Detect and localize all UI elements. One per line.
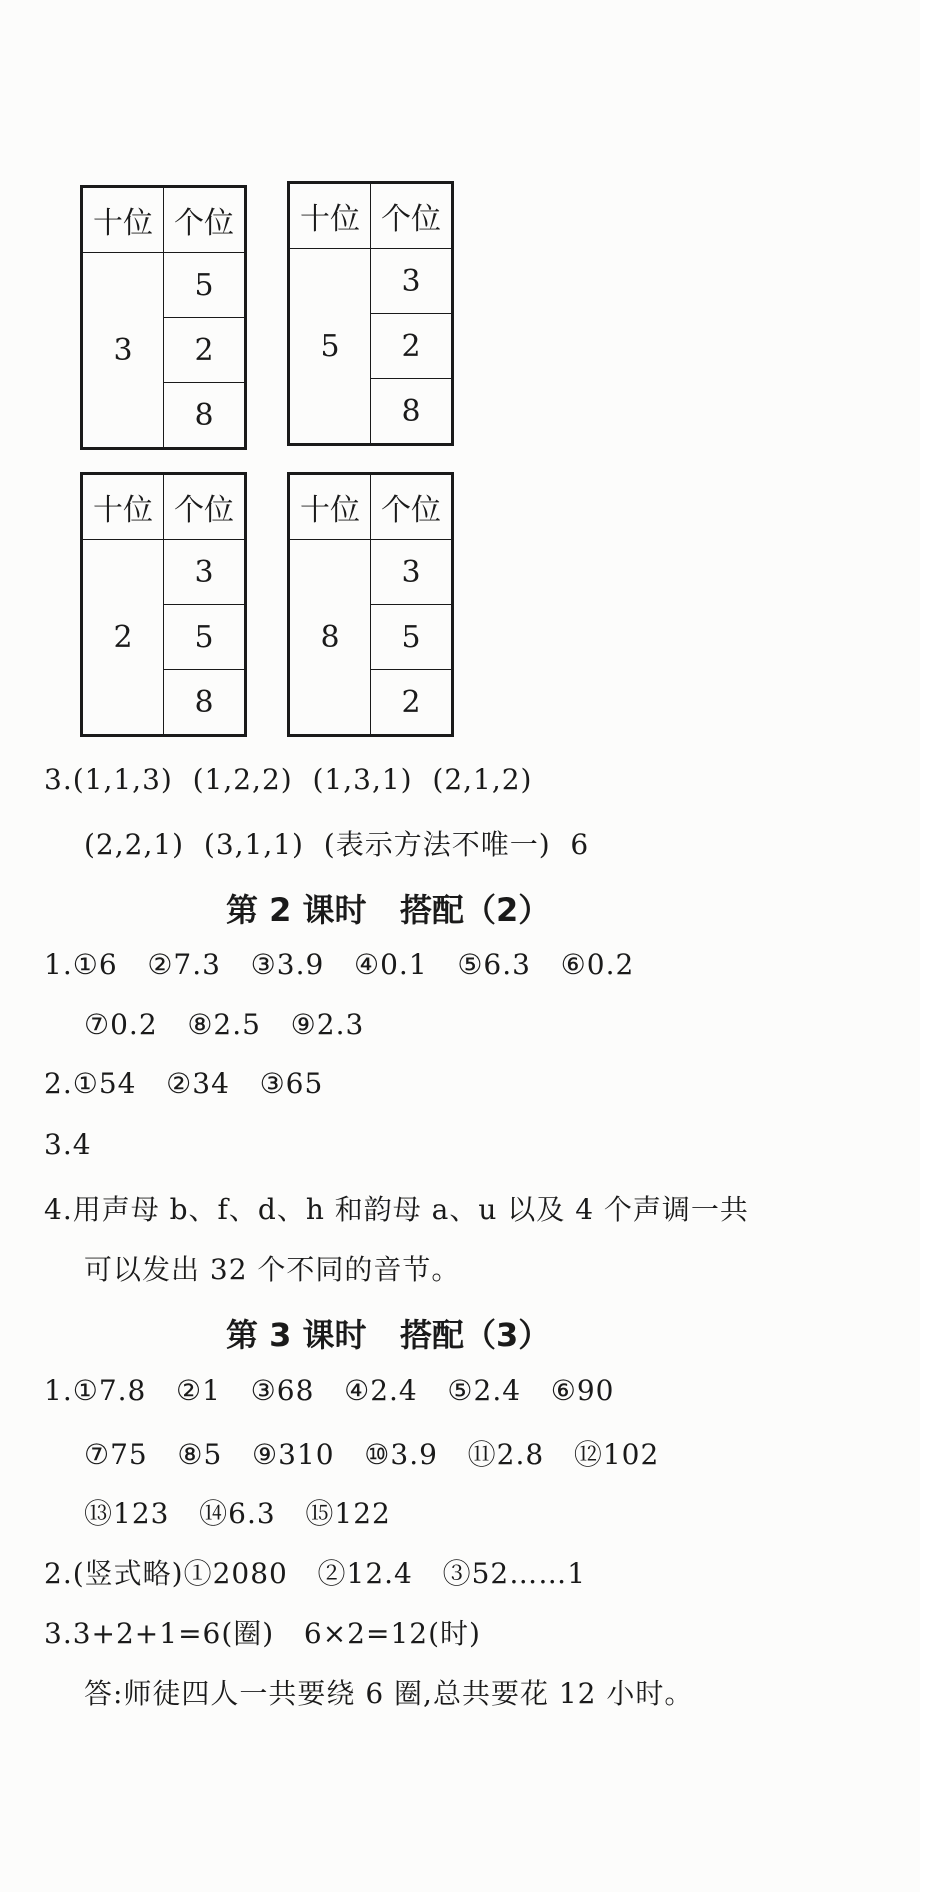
place-value-table-3 xyxy=(80,472,247,737)
tens-digit: 5 xyxy=(289,249,371,445)
ones-digit: 2 xyxy=(371,670,453,736)
tens-digit: 3 xyxy=(82,253,164,449)
answer-3-line-2: (2,2,1) (3,1,1) (表示方法不唯一) 6 xyxy=(84,828,590,861)
header-ones: 个位 xyxy=(164,187,246,253)
ones-digit: 3 xyxy=(371,540,453,605)
header-ones: 个位 xyxy=(371,183,453,249)
lesson-2-heading: 第 2 课时 搭配（2） xyxy=(226,891,551,929)
header-tens: 十位 xyxy=(289,474,371,540)
header-tens: 十位 xyxy=(82,474,164,540)
lesson-2-answer-3: 3.4 xyxy=(44,1128,92,1161)
tens-digit: 8 xyxy=(289,540,371,736)
ones-digit: 8 xyxy=(371,379,453,445)
lesson-3-answer-2: 2.(竖式略)①2080 ②12.4 ③52……1 xyxy=(44,1557,587,1590)
ones-digit: 3 xyxy=(371,249,453,314)
header-ones: 个位 xyxy=(371,474,453,540)
tens-digit: 2 xyxy=(82,540,164,736)
ones-digit: 2 xyxy=(371,314,453,379)
ones-digit: 5 xyxy=(164,605,246,670)
ones-digit: 2 xyxy=(164,318,246,383)
header-tens: 十位 xyxy=(289,183,371,249)
place-value-table-1 xyxy=(80,185,247,450)
place-value-table-2 xyxy=(287,181,454,446)
ones-digit: 8 xyxy=(164,670,246,736)
header-tens: 十位 xyxy=(82,187,164,253)
ones-digit: 8 xyxy=(164,383,246,449)
lesson-2-answer-1-line-2: ⑦0.2 ⑧2.5 ⑨2.3 xyxy=(84,1008,365,1041)
header-ones: 个位 xyxy=(164,474,246,540)
ones-digit: 5 xyxy=(371,605,453,670)
lesson-3-heading: 第 3 课时 搭配（3） xyxy=(226,1316,551,1354)
ones-digit: 5 xyxy=(164,253,246,318)
lesson-3-answer-1-line-3: ⑬123 ⑭6.3 ⑮122 xyxy=(84,1497,391,1530)
lesson-2-answer-4-line-2: 可以发出 32 个不同的音节。 xyxy=(84,1253,461,1286)
lesson-3-answer-1-line-2: ⑦75 ⑧5 ⑨310 ⑩3.9 ⑪2.8 ⑫102 xyxy=(84,1438,660,1471)
ones-digit: 3 xyxy=(164,540,246,605)
lesson-2-answer-1-line-1: 1.①6 ②7.3 ③3.9 ④0.1 ⑤6.3 ⑥0.2 xyxy=(44,948,635,981)
lesson-2-answer-2: 2.①54 ②34 ③65 xyxy=(44,1067,324,1100)
answer-3-line-1: 3.(1,1,3) (1,2,2) (1,3,1) (2,1,2) xyxy=(44,763,533,796)
lesson-3-answer-3-line-1: 3.3+2+1=6(圈) 6×2=12(时) xyxy=(44,1617,481,1650)
lesson-2-answer-4-line-1: 4.用声母 b、f、d、h 和韵母 a、u 以及 4 个声调一共 xyxy=(44,1193,749,1226)
lesson-3-answer-3-line-2: 答:师徒四人一共要绕 6 圈,总共要花 12 小时。 xyxy=(84,1677,694,1710)
lesson-3-answer-1-line-1: 1.①7.8 ②1 ③68 ④2.4 ⑤2.4 ⑥90 xyxy=(44,1374,615,1407)
place-value-table-4 xyxy=(287,472,454,737)
